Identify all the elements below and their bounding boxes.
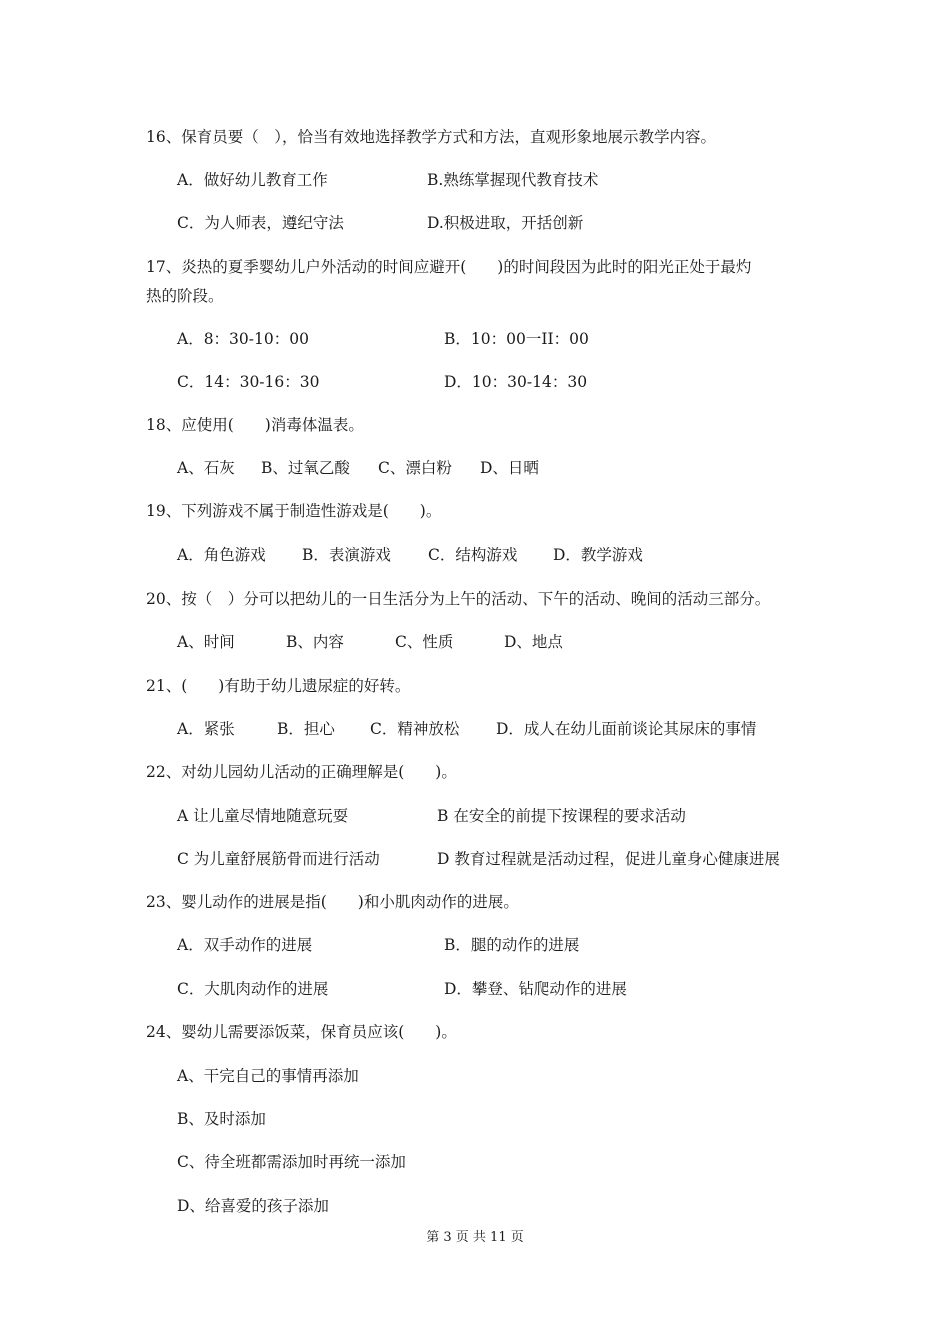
- option-c: C．精神放松: [370, 720, 460, 738]
- question-text: 24、婴幼儿需要添饭菜，保育员应该( )。: [146, 1023, 457, 1041]
- option-a: A．紧张: [177, 720, 235, 738]
- option-c: C、性质: [395, 633, 454, 651]
- option-c: C、漂白粉: [378, 459, 452, 477]
- option-d: D．教学游戏: [553, 546, 643, 564]
- option-d: D、地点: [504, 633, 563, 651]
- option-b: B．担心: [277, 720, 335, 738]
- question-text: 23、婴儿动作的进展是指( )和小肌肉动作的进展。: [146, 893, 519, 911]
- option-c: C 为儿童舒展筋骨而进行活动: [177, 850, 380, 868]
- option-c: C、待全班都需添加时再统一添加: [177, 1153, 406, 1171]
- option-a: A 让儿童尽情地随意玩耍: [177, 807, 349, 825]
- option-b: B．腿的动作的进展: [444, 936, 580, 954]
- option-a: A．8：30-10：00: [177, 330, 309, 348]
- option-a: A、时间: [177, 633, 235, 651]
- option-b: B、及时添加: [177, 1110, 266, 1128]
- option-d: D．攀登、钻爬动作的进展: [444, 980, 627, 998]
- option-d: D.积极进取，开括创新: [427, 214, 584, 232]
- option-b: B．10：00一II：00: [444, 330, 589, 348]
- question-text: 16、保育员要（ ），恰当有效地选择教学方式和方法，直观形象地展示教学内容。: [146, 128, 716, 146]
- option-b: B.熟练掌握现代教育技术: [427, 171, 599, 189]
- option-a: A．双手动作的进展: [177, 936, 313, 954]
- option-c: C．为人师表，遵纪守法: [177, 214, 344, 232]
- question-text: 18、应使用( )消毒体温表。: [146, 416, 364, 434]
- option-b: B 在安全的前提下按课程的要求活动: [437, 807, 686, 825]
- option-b: B、过氧乙酸: [261, 459, 350, 477]
- option-d: D、给喜爱的孩子添加: [177, 1197, 329, 1215]
- option-d: D、日晒: [480, 459, 539, 477]
- option-d: D．10：30-14：30: [444, 373, 588, 391]
- option-b: B、内容: [286, 633, 344, 651]
- option-a: A、石灰: [177, 459, 235, 477]
- option-a: A、干完自己的事情再添加: [177, 1067, 359, 1085]
- option-a: A．做好幼儿教育工作: [177, 171, 328, 189]
- question-text: 22、对幼儿园幼儿活动的正确理解是( )。: [146, 763, 457, 781]
- option-c: C．14：30-16：30: [177, 373, 320, 391]
- question-text: 19、下列游戏不属于制造性游戏是( )。: [146, 502, 442, 520]
- page-number-footer: 第 3 页 共 11 页: [426, 1230, 524, 1245]
- question-text-continued: 热的阶段。: [146, 287, 224, 305]
- option-a: A．角色游戏: [177, 546, 266, 564]
- option-d: D．成人在幼儿面前谈论其尿床的事情: [496, 720, 757, 738]
- question-text: 20、按（ ）分可以把幼儿的一日生活分为上午的活动、下午的活动、晚间的活动三部分。: [146, 590, 771, 608]
- option-c: C．大肌肉动作的进展: [177, 980, 329, 998]
- question-text: 17、炎热的夏季婴幼儿户外活动的时间应避开( )的时间段因为此时的阳光正处于最灼: [146, 258, 752, 276]
- option-b: B．表演游戏: [302, 546, 391, 564]
- option-d: D 教育过程就是活动过程，促进儿童身心健康进展: [437, 850, 780, 868]
- question-text: 21、( )有助于幼儿遗尿症的好转。: [146, 677, 411, 695]
- option-c: C．结构游戏: [428, 546, 518, 564]
